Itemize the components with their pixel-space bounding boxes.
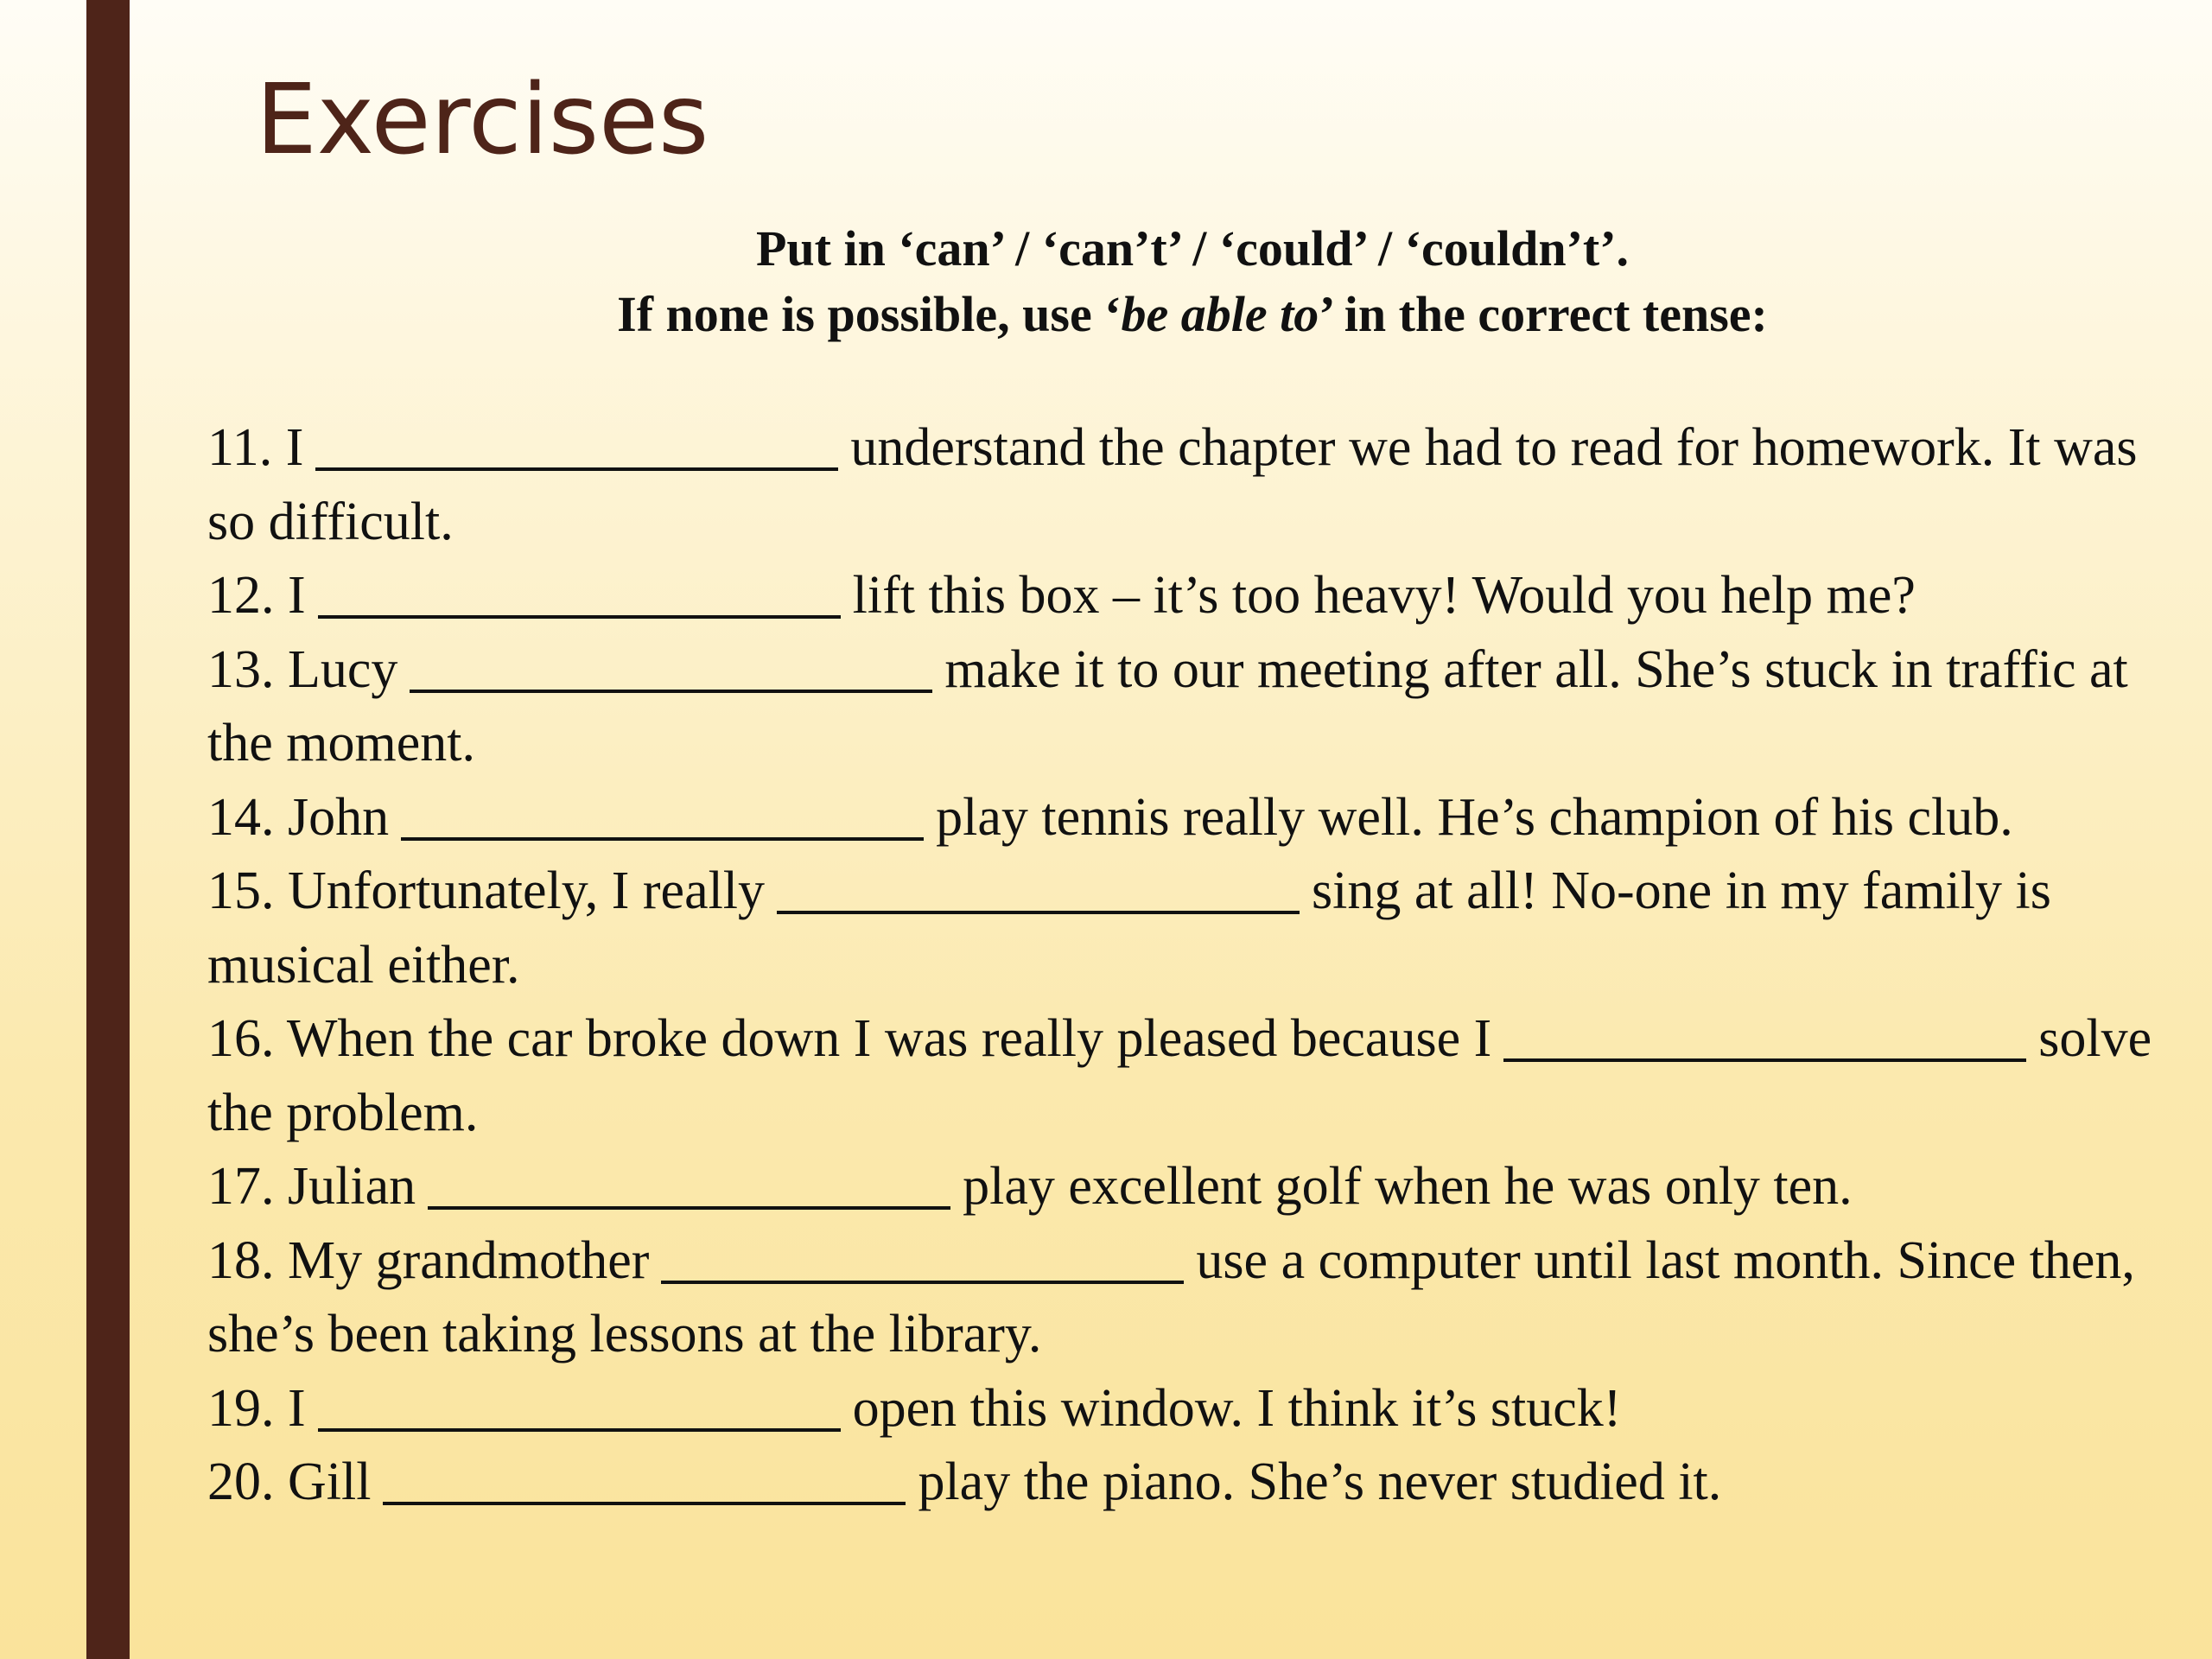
- exercise-item-15: [207, 855, 2177, 1002]
- exercise-item-11: [207, 411, 2177, 559]
- exercise-list: [207, 411, 2177, 1520]
- exercise-text-before: 15. Unfortunately, I really: [207, 861, 766, 920]
- exercise-text-after: play the piano. She’s never studied it.: [918, 1452, 1722, 1511]
- instruction-line-2: [207, 282, 2177, 347]
- answer-blank: [428, 1153, 950, 1210]
- exercise-text-before: 16. When the car broke down I was really pleased because I: [207, 1009, 1492, 1068]
- exercise-item-19: [207, 1372, 2177, 1446]
- exercise-text-after: play tennis really well. He’s champion of his club.: [936, 787, 2013, 847]
- exercise-text-before: 19. I: [207, 1378, 306, 1438]
- instructions: [207, 216, 2177, 347]
- instruction-line-1: Put in ‘can’ / ‘can’t’ / ‘could’ / ‘couldn’t’.: [755, 220, 1630, 276]
- exercise-text-before: 13. Lucy: [207, 639, 398, 699]
- answer-blank: [318, 562, 841, 619]
- instruction-emphasis: be able to: [1121, 286, 1319, 342]
- answer-blank: [410, 636, 932, 693]
- exercise-item-14: [207, 781, 2177, 855]
- exercise-text-before: 12. I: [207, 566, 306, 625]
- exercise-text-before: 11. I: [207, 418, 304, 477]
- exercise-text-before: 17. Julian: [207, 1157, 416, 1216]
- slide-title: Exercises: [256, 64, 709, 176]
- exercise-text-after: understand the chapter we had to read for homework. It was so difficult.: [207, 418, 2138, 551]
- exercise-text-after: make it to our meeting after all. She’s stuck in traffic at the moment.: [207, 639, 2128, 772]
- instruction-line-2-start: If none is possible, use ‘: [617, 286, 1122, 342]
- answer-blank: [777, 857, 1300, 914]
- exercise-text-after: use a computer until last month. Since then, she’s been taking lessons at the library.: [207, 1230, 2135, 1363]
- answer-blank: [318, 1375, 841, 1432]
- exercise-text-before: 14. John: [207, 787, 390, 847]
- answer-blank: [1503, 1005, 2026, 1062]
- exercise-text-before: 20. Gill: [207, 1452, 372, 1511]
- exercise-text-after: play excellent golf when he was only ten.: [963, 1157, 1853, 1216]
- instruction-line-2-end: ’ in the correct tense:: [1319, 286, 1768, 342]
- exercise-text-after: lift this box – it’s too heavy! Would you help me?: [852, 566, 1916, 625]
- exercise-item-12: [207, 559, 2177, 633]
- answer-blank: [401, 784, 924, 841]
- exercise-text-after: sing at all! No-one in my family is musical either.: [207, 861, 2051, 995]
- answer-blank: [383, 1448, 906, 1505]
- answer-blank: [661, 1227, 1184, 1284]
- exercise-item-13: [207, 633, 2177, 781]
- exercise-item-16: [207, 1002, 2177, 1150]
- answer-blank: [315, 414, 838, 471]
- exercise-text-after: solve the problem.: [207, 1009, 2152, 1142]
- exercise-text-after: open this window. I think it’s stuck!: [852, 1378, 1622, 1438]
- exercise-item-18: [207, 1224, 2177, 1372]
- left-accent-bar: [86, 0, 130, 1659]
- exercise-item-17: [207, 1150, 2177, 1224]
- exercise-item-20: [207, 1446, 2177, 1520]
- exercise-text-before: 18. My grandmother: [207, 1230, 650, 1290]
